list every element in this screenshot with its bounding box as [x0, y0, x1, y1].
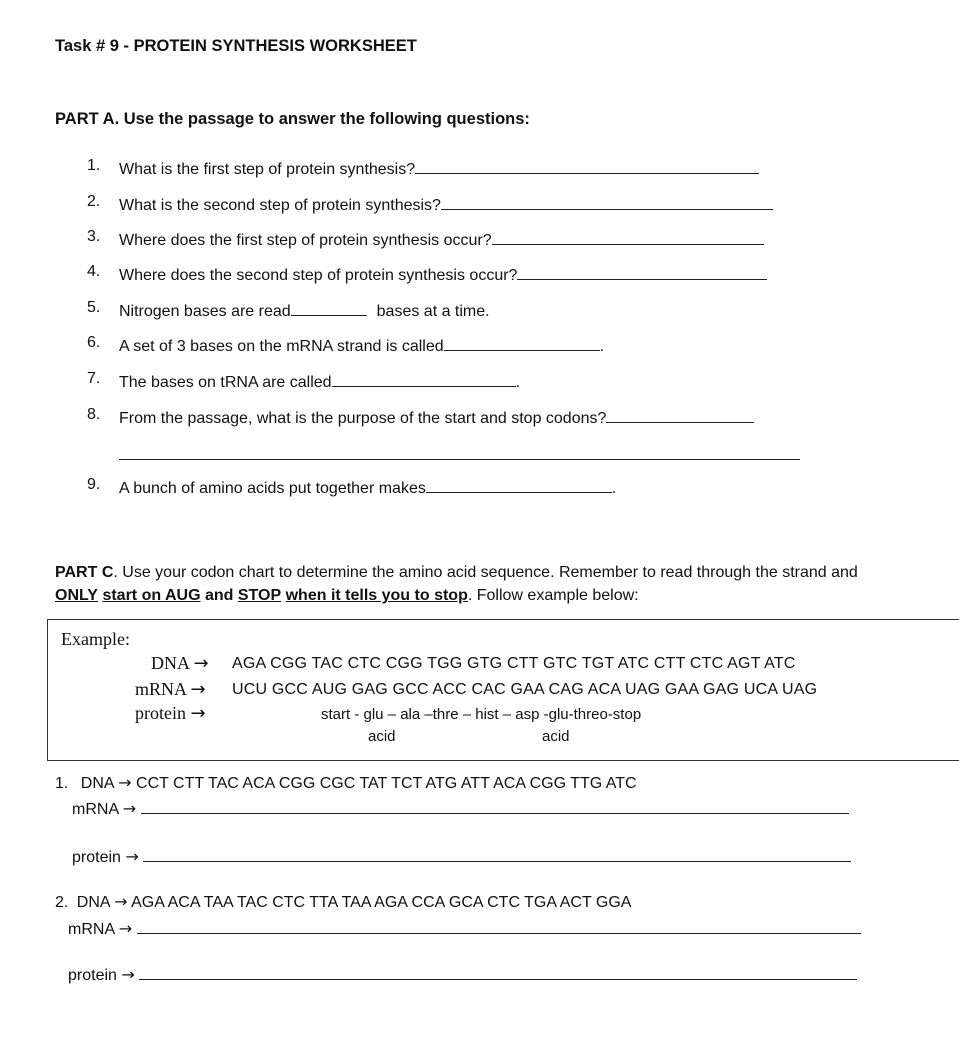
- arrow-icon: →: [114, 892, 128, 911]
- arrow-icon: →: [190, 679, 206, 700]
- answer-blank[interactable]: [415, 157, 759, 174]
- part-c-label: PART C: [55, 564, 114, 581]
- example-protein-sequence: start - glu – ala –thre – hist – asp -glu-threo-stop: [321, 706, 642, 723]
- question-text: The bases on tRNA are called: [119, 374, 332, 391]
- question-number: 3.: [87, 228, 101, 245]
- example-acid-label-1: acid: [368, 728, 396, 745]
- problem-protein-label: protein: [68, 967, 117, 984]
- emphasis-start-aug: start on AUG: [102, 587, 201, 604]
- answer-blank[interactable]: [291, 299, 367, 316]
- question-text: Where does the second step of protein synthesis occur?: [119, 267, 518, 284]
- emphasis-when-tells: when it tells you to stop: [285, 587, 468, 604]
- mrna-answer-blank[interactable]: [141, 797, 849, 814]
- question-number: 2.: [87, 193, 101, 210]
- arrow-icon: →: [125, 847, 139, 866]
- question-text: Where does the first step of protein synthesis occur?: [119, 232, 492, 249]
- problem-mrna-label: mRNA: [72, 801, 119, 818]
- arrow-icon: →: [121, 965, 135, 984]
- protein-answer-blank[interactable]: [143, 845, 851, 862]
- worksheet-title: Task # 9 - PROTEIN SYNTHESIS WORKSHEET: [55, 37, 417, 55]
- example-dna-sequence: AGA CGG TAC CTC CGG TGG GTG CTT GTC TGT ATC CTT CTC AGT ATC: [232, 655, 796, 672]
- part-a-heading: PART A. Use the passage to answer the following questions:: [55, 110, 530, 128]
- problem-dna-label: DNA: [80, 775, 114, 792]
- question-text-after: .: [611, 480, 617, 497]
- emphasis-and: and: [204, 587, 234, 604]
- question-text: From the passage, what is the purpose of the start and stop codons?: [119, 410, 607, 427]
- answer-blank[interactable]: [444, 334, 600, 351]
- question-text-after: bases at a time.: [376, 303, 490, 320]
- example-dna-row: [151, 653, 209, 674]
- question-number: 5.: [87, 299, 101, 316]
- example-acid-label-2: acid: [542, 728, 570, 745]
- problem-dna-sequence: AGA ACA TAA TAC CTC TTA TAA AGA CCA GCA CTC TGA ACT GGA: [131, 894, 632, 911]
- example-mrna-row: [135, 679, 206, 700]
- problem-mrna-label: mRNA: [68, 921, 115, 938]
- question-number: 1.: [87, 157, 101, 174]
- example-protein-label: protein: [135, 703, 186, 723]
- part-c-tail: . Follow example below:: [467, 587, 639, 604]
- answer-blank[interactable]: [492, 228, 764, 245]
- question-number: 4.: [87, 263, 101, 280]
- problem-2-mrna-row: [68, 917, 861, 939]
- question-text: What is the first step of protein synthesis?: [119, 161, 416, 178]
- answer-blank[interactable]: [517, 263, 767, 280]
- question-text-after: .: [515, 374, 521, 391]
- arrow-icon: →: [193, 653, 209, 674]
- emphasis-stop: STOP: [237, 587, 282, 604]
- example-box: [47, 619, 959, 761]
- answer-blank[interactable]: [606, 406, 754, 423]
- problem-dna-sequence: CCT CTT TAC ACA CGG CGC TAT TCT ATG ATT ACA CGG TTG ATC: [136, 775, 637, 792]
- problem-2-dna-row: [55, 892, 631, 912]
- example-dna-label: DNA: [151, 653, 190, 673]
- question-text: A set of 3 bases on the mRNA strand is called: [119, 338, 444, 355]
- emphasis-only: ONLY: [55, 587, 98, 604]
- arrow-icon: →: [118, 773, 132, 792]
- problem-protein-label: protein: [72, 849, 121, 866]
- question-number: 7.: [87, 370, 101, 387]
- question-text: Nitrogen bases are read: [119, 303, 291, 320]
- arrow-icon: →: [122, 799, 137, 818]
- example-mrna-label: mRNA: [135, 679, 187, 699]
- arrow-icon: →: [118, 919, 133, 938]
- mrna-answer-blank[interactable]: [137, 917, 861, 934]
- part-c-intro: . Use your codon chart to determine the amino acid sequence. Remember to read through the strand and: [113, 564, 858, 581]
- example-mrna-sequence: UCU GCC AUG GAG GCC ACC CAC GAA CAG ACA UAG GAA GAG UCA UAG: [232, 681, 818, 698]
- answer-blank[interactable]: [441, 193, 773, 210]
- question-number: 8.: [87, 406, 101, 423]
- answer-blank-line-2[interactable]: [119, 444, 800, 460]
- protein-answer-blank[interactable]: [139, 963, 857, 980]
- example-label: Example:: [61, 629, 130, 649]
- question-text: What is the second step of protein synthesis?: [119, 197, 441, 214]
- arrow-icon: →: [190, 703, 206, 724]
- question-number: 9.: [87, 476, 101, 493]
- problem-number: 1.: [55, 775, 69, 792]
- problem-1-mrna-row: [72, 797, 849, 819]
- answer-blank[interactable]: [332, 370, 516, 387]
- question-number: 6.: [87, 334, 101, 351]
- answer-blank[interactable]: [426, 476, 612, 493]
- question-text-after: .: [599, 338, 605, 355]
- problem-1-protein-row: [72, 845, 851, 867]
- question-text: A bunch of amino acids put together makes: [119, 480, 426, 497]
- part-c-instructions: [55, 561, 895, 607]
- problem-1-dna-row: [55, 773, 637, 793]
- example-protein-row: [135, 703, 206, 724]
- problem-number: 2.: [55, 894, 69, 911]
- problem-2-protein-row: [68, 963, 857, 985]
- problem-dna-label: DNA: [76, 894, 110, 911]
